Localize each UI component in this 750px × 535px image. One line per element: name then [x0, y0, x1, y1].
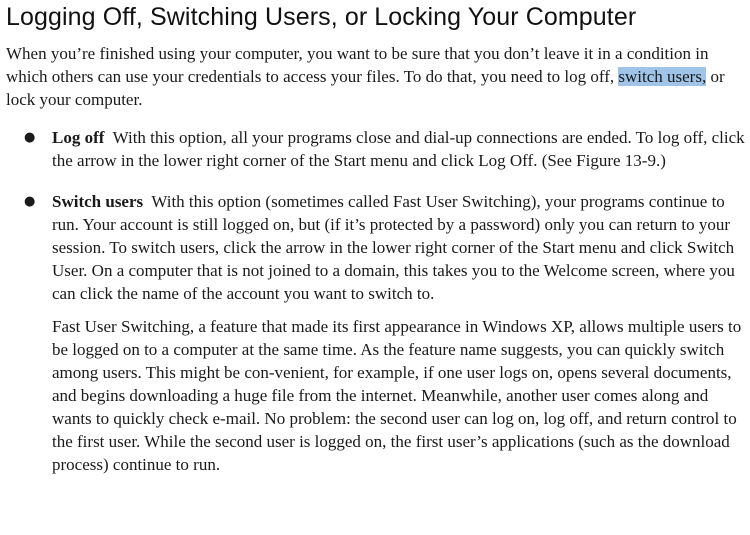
intro-text-after: or lock your computer.: [6, 67, 725, 109]
description-log-off: With this option, all your programs close and dial-up connections are ended. To log off, click the arrow in the lower right corner of the Start menu and click Log Off. (See Figure 13-9.): [52, 128, 745, 170]
term-log-off: Log off: [52, 128, 105, 147]
term-switch-users: Switch users: [52, 192, 144, 211]
list-item-log-off: [6, 126, 746, 172]
list-item-switch-users: [6, 190, 746, 305]
intro-text-before: When you’re finished using your computer, you want to be sure that you don’t leave it in a condition in which others can use your credentials to access your files. To do that, you need to log off,: [6, 44, 709, 86]
intro-paragraph: [6, 42, 746, 111]
selected-text-highlight[interactable]: switch users,: [618, 67, 707, 86]
section-heading: Logging Off, Switching Users, or Locking Your Computer: [6, 3, 637, 31]
fast-user-switching-paragraph: Fast User Switching, a feature that made its first appearance in Windows XP, allows multiple users to be logged on to a computer at the same time. As the feature name suggests, you can quickly switch among users. This might be con-venient, for example, if one user logs on, opens several documents, and begins downloading a huge file from the internet. Meanwhile, another user comes along and wants to quickly check e-mail. No problem: the second user can log on, log off, and return control to the first user. While the second user is logged on, the first user’s applications (such as the download process) continue to run.: [52, 317, 742, 474]
description-switch-users: With this option (sometimes called Fast User Switching), your programs continue to run. Your account is still logged on, but (if it’s protected by a password) only you can return to your session. To switch users, click the arrow in the lower right corner of the Start menu and click Switch User. On a computer that is not joined to a domain, this takes you to the Welcome screen, where you can click the name of the account you want to switch to.: [52, 192, 735, 303]
bullet-icon: ●: [24, 130, 36, 145]
options-list: [6, 126, 746, 305]
bullet-icon: ●: [24, 194, 36, 209]
